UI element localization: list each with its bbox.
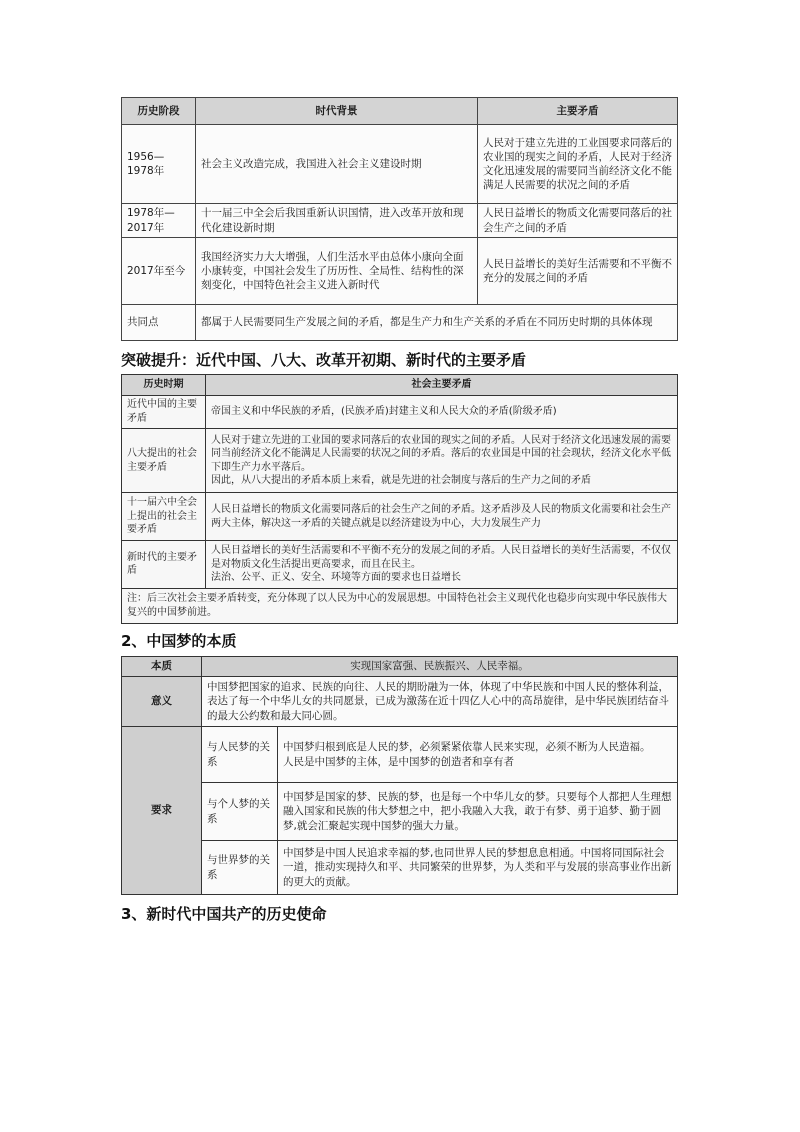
common-label: 共同点	[122, 304, 196, 340]
contradiction-cell: 人民日益增长的美好生活需要和不平衡不充分的发展之间的矛盾	[478, 238, 678, 305]
stage-cell: 1956— 1978年	[122, 125, 196, 204]
common-text: 都属于人民需要同生产发展之间的矛盾，都是生产力和生产关系的矛盾在不同历史时期的具体体现	[196, 304, 678, 340]
china-dream-table	[121, 656, 678, 894]
header-contradiction: 主要矛盾	[478, 98, 678, 125]
stage-cell: 1978年— 2017年	[122, 203, 196, 237]
essence-text: 实现国家富强、民族振兴、人民幸福。	[202, 657, 678, 677]
background-cell: 我国经济实力大大增强，人们生活水平由总体小康向全面小康转变，中国社会发生了历历性、全局性、结构性的深刻变化，中国特色社会主义进入新时代	[196, 238, 478, 305]
table-row	[122, 677, 678, 727]
relation-text: 中国梦是国家的梦、民族的梦，也是每一个中华儿女的梦。只要每个人都把人生理想融入国家和民族的伟大梦想之中，把小我融入大我，敢于有梦、勇于追梦、勤于圆梦,就会汇聚起实现中国梦的强大力量。	[278, 783, 678, 841]
table-row	[122, 493, 678, 541]
section-heading: 突破提升：近代中国、八大、改革开初期、新时代的主要矛盾	[121, 351, 527, 369]
table-row	[122, 783, 678, 841]
table-note: 注：后三次社会主要矛盾转变，充分体现了以人民为中心的发展思想。中国特色社会主义现代化也稳步向实现中华民族伟大复兴的中国梦前进。	[122, 588, 678, 623]
table-row	[122, 540, 678, 588]
table-row	[122, 841, 678, 895]
table-row	[122, 238, 678, 305]
period-text: 人民日益增长的美好生活需要和不平衡不充分的发展之间的矛盾。人民日益增长的美好生活需要，不仅仅是对物质文化生活提出更高要求，而且在民主。 法治、公平、正义、安全、环境等方面的要求也日益增长	[206, 540, 678, 588]
section-heading: 2、中国梦的本质	[121, 632, 237, 650]
relation-text: 中国梦是中国人民追求幸福的梦,也同世界人民的梦想息息相通。中国将同国际社会一道，推动实现持久和平、共同繁荣的世界梦，为人类和平与发展的崇高事业作出新的更大的贡献。	[278, 841, 678, 895]
period-cell: 新时代的主要矛盾	[122, 540, 206, 588]
table-row	[122, 727, 678, 783]
meaning-text: 中国梦把国家的追求、民族的向往、人民的期盼融为一体，体现了中华民族和中国人民的整体利益，表达了每一个中华儿女的共同愿景，已成为激荡在近十四亿人心中的高昂旋律，是中华民族团结奋斗的最大公约数和最大同心圆。	[202, 677, 678, 727]
table-row	[122, 395, 678, 428]
relation-label: 与世界梦的关系	[202, 841, 278, 895]
period-cell: 十一届六中全会上提出的社会主要矛盾	[122, 493, 206, 541]
table-row	[122, 203, 678, 237]
background-cell: 社会主义改造完成，我国进入社会主义建设时期	[196, 125, 478, 204]
period-contradiction-table	[121, 374, 678, 624]
table-row	[122, 125, 678, 204]
stage-cell: 2017年至今	[122, 238, 196, 305]
period-cell: 八大提出的社会主要矛盾	[122, 428, 206, 492]
essence-label: 本质	[122, 657, 202, 677]
section-heading: 3、新时代中国共产的历史使命	[121, 905, 327, 923]
background-cell: 十一届三中全会后我国重新认识国情，进入改革开放和现代化建设新时期	[196, 203, 478, 237]
period-text: 人民对于建立先进的工业国的要求同落后的农业国的现实之间的矛盾。人民对于经济文化迅速发展的需要同当前经济文化不能满足人民需要的状况之间的矛盾。落后的农业国是中国的社会现状，经济文化水平低下即生产力水平落后。 因此，从八大提出的矛盾本质上来看，就是先进的社会制度与落后的生产力之间的矛盾	[206, 428, 678, 492]
period-text: 帝国主义和中华民族的矛盾，(民族矛盾)封建主义和人民大众的矛盾(阶级矛盾)	[206, 395, 678, 428]
table-row	[122, 428, 678, 492]
relation-text: 中国梦归根到底是人民的梦，必须紧紧依靠人民来实现，必须不断为人民造福。 人民是中国梦的主体，是中国梦的创造者和享有者	[278, 727, 678, 783]
relation-label: 与人民梦的关系	[202, 727, 278, 783]
header-stage: 历史阶段	[122, 98, 196, 125]
contradiction-cell: 人民对于建立先进的工业国要求同落后的农业国的现实之间的矛盾，人民对于经济文化迅速发展的需要同当前经济文化不能满足人民需要的状况之间的矛盾	[478, 125, 678, 204]
stage-contradiction-table	[121, 97, 678, 341]
header-period: 历史时期	[122, 375, 206, 396]
table-row	[122, 304, 678, 340]
meaning-label: 意义	[122, 677, 202, 727]
period-cell: 近代中国的主要矛盾	[122, 395, 206, 428]
requirement-label: 要求	[122, 727, 202, 895]
contradiction-cell: 人民日益增长的物质文化需要同落后的社会生产之间的矛盾	[478, 203, 678, 237]
header-main-contradiction: 社会主要矛盾	[206, 375, 678, 396]
relation-label: 与个人梦的关系	[202, 783, 278, 841]
period-text: 人民日益增长的物质文化需要同落后的社会生产之间的矛盾。这矛盾涉及人民的物质文化需要和社会生产两大主体，解决这一矛盾的关键点就是以经济建设为中心，大力发展生产力	[206, 493, 678, 541]
header-background: 时代背景	[196, 98, 478, 125]
